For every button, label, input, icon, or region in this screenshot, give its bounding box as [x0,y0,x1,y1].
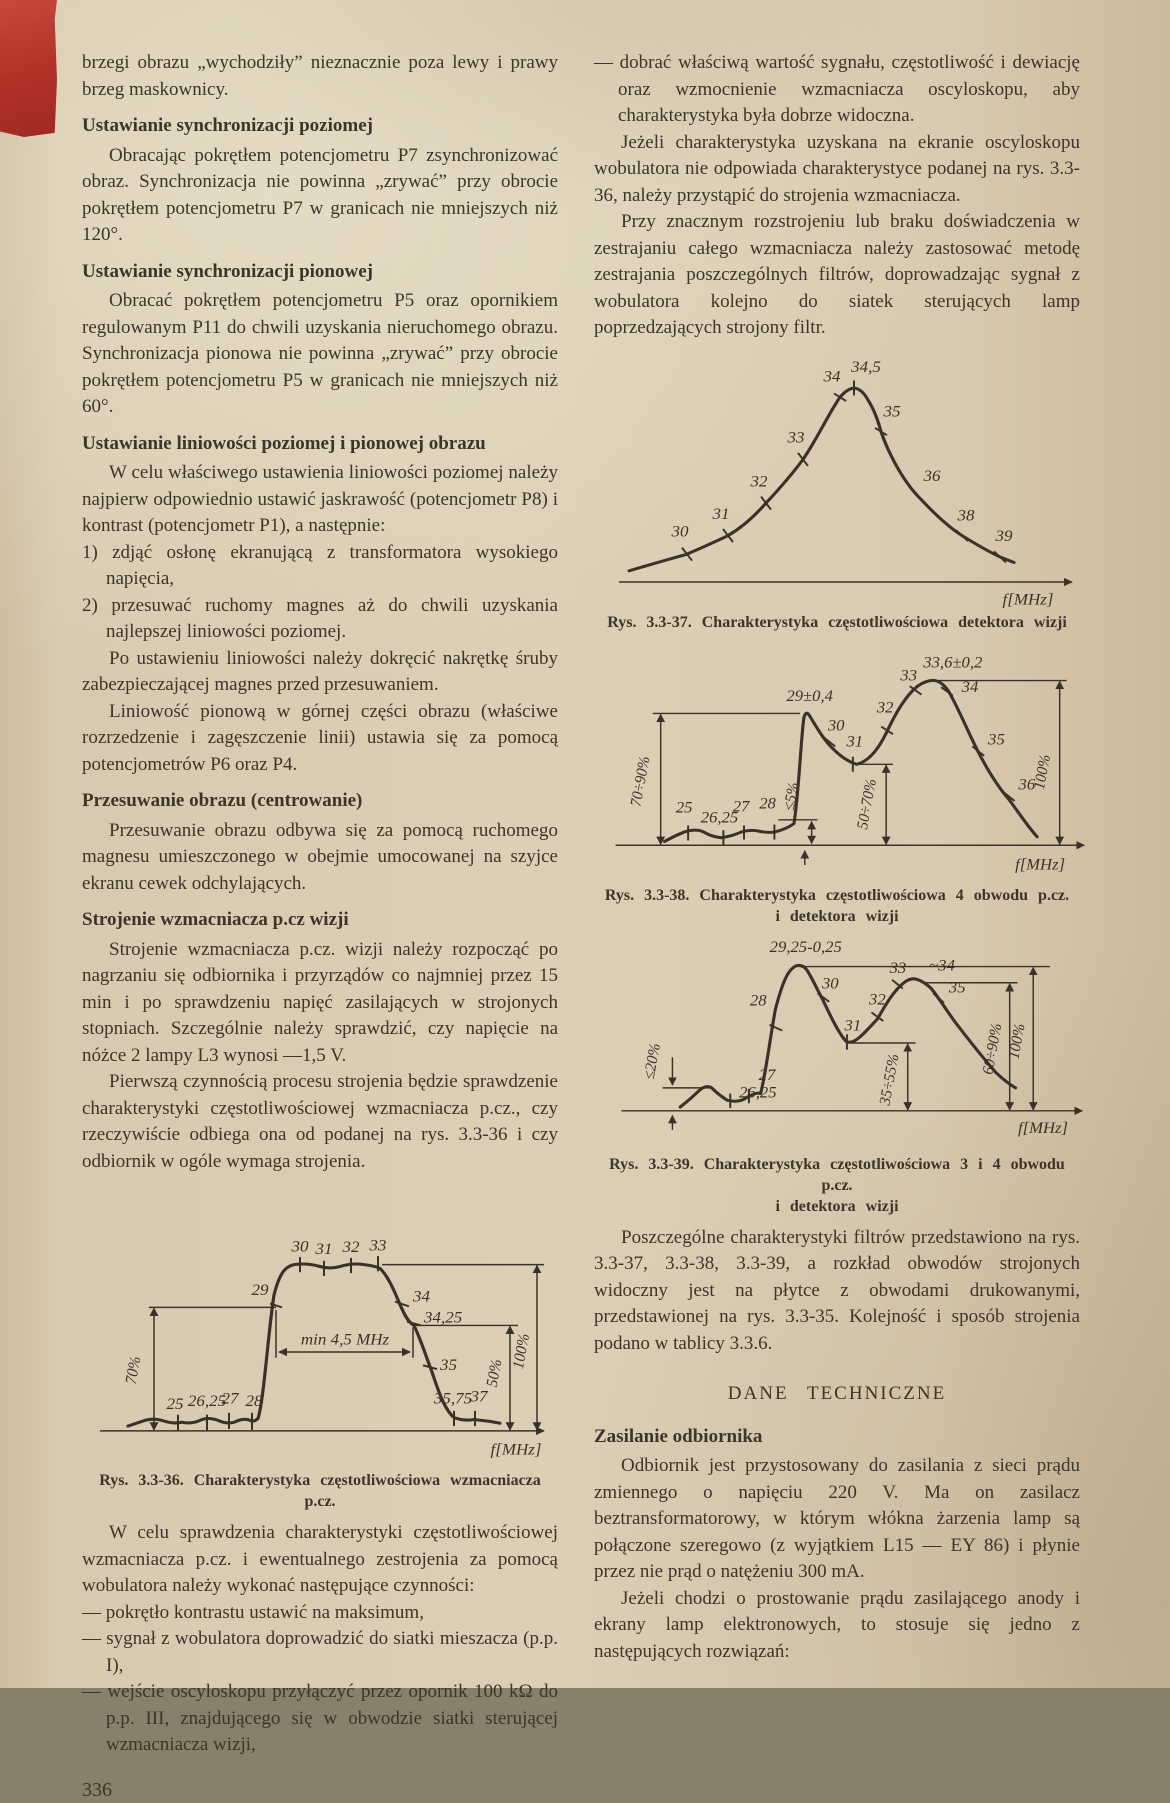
fig36-label-31: 31 [314,1240,332,1259]
fig38-label-28: 28 [759,793,776,812]
fig39-dim-valley: 35÷55% [876,1052,902,1107]
section-title-dane-techniczne: DANE TECHNICZNE [594,1381,1080,1408]
fig37-label-345: 34,5 [850,357,881,375]
fig36-label-32: 32 [341,1238,359,1257]
fig38-label-36: 36 [1017,775,1036,794]
paragraph: Jeżeli charakterystyka uzyskana na ekranie oscyloskopu wobulatora nie odpowiada charakterystyce podanej na rys. 3.3-36, należy przystąpić do strojenia wzmacniacza. [594,130,1080,210]
fig37-label-34: 34 [822,366,840,384]
fig39-dim-upper: 60÷90% [979,1022,1005,1076]
fig39-label-31: 31 [843,1015,861,1034]
fig36-label-27: 27 [222,1389,240,1408]
fig37-label-35: 35 [882,402,900,420]
paragraph: Odbiornik jest przystosowany do zasilania z sieci prądu zmiennego o napięciu 220 V. Ma on zasilacz beztransformatorowy, w którym włókna żarzenia lamp są połączone szeregowo (z wyjątkiem L15 — EY 86) i płynie przez nie prąd o natężeniu 300 mA. [594,1453,1080,1586]
fig37-label-33: 33 [786,428,804,446]
fig39-caption-line1: Rys. 3.3-39. Charakterystyka częstotliwościowa 3 i 4 obwodu p.cz. [594,1154,1080,1196]
fig36-label-28: 28 [246,1392,264,1411]
fig37-label-36: 36 [922,466,941,484]
fig36-label-29: 29 [252,1280,270,1299]
fig36-x-axis-label: f[MHz] [490,1440,541,1459]
figure-3-3-38 [594,641,1080,927]
section-heading: Zasilanie odbiornika [594,1424,1080,1451]
fig39-label-27: 27 [759,1065,776,1084]
fig37-label-30: 30 [670,522,688,540]
figure-3-3-36 [82,1181,558,1512]
fig38-label-25: 25 [676,797,693,816]
fig36-label-3575: 35,75 [433,1389,472,1408]
left-column [82,50,558,1803]
figure-3-3-39 [594,935,1080,1217]
fig38-label-33: 33 [899,665,917,684]
fig36-dim-70: 70% [122,1355,144,1385]
fig39-label-peak2: ~34 [929,955,955,974]
fig36-caption: Rys. 3.3-36. Charakterystyka częstotliwościowa wzmacniacza p.cz. [82,1470,558,1512]
fig39-label-32: 32 [868,989,886,1008]
fig39-chart [594,935,1094,1150]
fig37-curve [629,387,1014,570]
list-item: — dobrać właściwą wartość sygnału, częstotliwość i dewiację oraz wzmocnienie wzmacniacza oscyloskopu, aby charakterystyka była dobrze widoczna. [594,50,1080,130]
section-heading: Ustawianie liniowości poziomej i pionowej obrazu [82,431,558,458]
fig38-dim-left: 70÷90% [627,754,653,807]
fig37-label-39: 39 [994,526,1012,544]
red-corner-mark [0,0,57,137]
paragraph: Przy znacznym rozstrojeniu lub braku doświadczenia w zestrajaniu całego wzmacniacza należy zastosować metodę zestrajania poszczególnych filtrów, doprowadzając sygnał z wobulatora kolejno do siatek sterujących lamp poprzedzających strojony filtr. [594,209,1080,342]
fig36-label-25: 25 [167,1394,184,1413]
paragraph: brzegi obrazu „wychodziły” nieznacznie poza lewy i prawy brzeg maskownicy. [82,50,558,103]
fig38-caption [594,885,1080,927]
fig36-label-30: 30 [290,1237,309,1256]
fig37-caption: Rys. 3.3-37. Charakterystyka częstotliwościowa detektora wizji [594,612,1080,633]
fig39-label-33: 33 [889,958,907,977]
fig39-label-2625: 26,25 [739,1082,776,1101]
figure-3-3-37 [594,348,1080,633]
section-heading: Strojenie wzmacniacza p.cz wizji [82,907,558,934]
fig39-caption [594,1154,1080,1217]
fig38-label-35: 35 [987,729,1005,748]
fig39-label-peak1: 29,25-0,25 [770,937,842,956]
fig36-label-34: 34 [412,1287,430,1306]
paragraph: Obracać pokrętłem potencjometru P5 oraz opornikiem regulowanym P11 do chwili uzyskania nieruchomego obrazu. Synchronizacja pionowa nie powinna „zrywać” przy obrocie pokrętłem potencjometru P5 w granicach nie mniejszych niż 60°. [82,288,558,421]
fig38-caption-line1: Rys. 3.3-38. Charakterystyka częstotliwościowa 4 obwodu p.cz. [594,885,1080,906]
fig38-caption-line2: i detektora wizji [594,906,1080,927]
fig36-label-35: 35 [439,1355,457,1374]
fig38-dim-right: 100% [1031,753,1054,790]
fig38-label-peak2: 33,6±0,2 [922,652,982,671]
fig39-label-28: 28 [750,990,767,1009]
right-column [594,50,1080,1665]
paragraph: Po ustawieniu liniowości należy dokręcić nakrętkę śruby zabezpieczającej magnes przed przesuwaniem. [82,646,558,699]
fig39-dim-right: 100% [1005,1022,1028,1060]
fig38-label-31: 31 [845,731,863,750]
paragraph: Jeżeli chodzi o prostowanie prądu zasilającego anody i ekrany lamp elektronowych, to stosuje się jedno z następujących rozwiązań: [594,1586,1080,1666]
fig36-label-3425: 34,25 [423,1308,462,1327]
fig38-label-2625: 26,25 [701,807,738,826]
fig36-chart [82,1181,562,1466]
fig38-chart [594,641,1094,881]
paragraph: Strojenie wzmacniacza p.cz. wizji należy rozpocząć po nagrzaniu się odbiornika i przyrządów co najmniej przez 15 min i po sprawdzeniu napięć zasilających w strojonych stopniach. Szczególnie należy sprawdzić, czy napięcie na nóżce 2 lampy L3 wynosi —1,5 V. [82,937,558,1070]
fig36-dim-50: 50% [483,1358,505,1388]
fig38-label-27: 27 [733,796,751,815]
fig39-label-35: 35 [948,977,966,996]
paragraph: Poszczególne charakterystyki filtrów przedstawiono na rys. 3.3-37, 3.3-38, 3.3-39, a rozkład obwodów strojonych widoczny jest na płytce z obwodami drukowanymi, przedstawionej na rys. 3.3-35. Kolejność i sposób strojenia podano w tablicy 3.3.6. [594,1225,1080,1358]
list-item: — sygnał z wobulatora doprowadzić do siatki mieszacza (p.p. I), [82,1626,558,1679]
fig38-dim-mid: 50÷70% [854,777,880,830]
paragraph: W celu właściwego ustawienia liniowości poziomej należy najpierw odpowiednio ustawić jaskrawość (potencjometr P8) i kontrast (potencjometr P1), a następnie: [82,460,558,540]
fig36-label-33: 33 [368,1236,386,1255]
fig38-x-axis-label: f[MHz] [1015,855,1065,874]
fig37-label-32: 32 [749,471,767,489]
fig37-x-axis-label: f[MHz] [1003,589,1054,607]
fig39-label-30: 30 [821,973,839,992]
fig37-label-38: 38 [956,506,975,524]
paragraph: Obracając pokrętłem potencjometru P7 zsynchronizować obraz. Synchronizacja nie powinna „zrywać” przy obrocie pokrętłem potencjometru P7 w granicach nie mniejszych niż 120°. [82,143,558,249]
fig39-x-axis-label: f[MHz] [1018,1117,1068,1136]
fig39-caption-line2: i detektora wizji [594,1196,1080,1217]
fig36-label-2625: 26,25 [188,1392,226,1411]
fig36-dim-100: 100% [510,1332,534,1370]
fig37-chart [594,348,1084,608]
list-item: — pokrętło kontrastu ustawić na maksimum, [82,1600,558,1627]
page-number: 336 [82,1777,558,1803]
section-heading: Przesuwanie obrazu (centrowanie) [82,788,558,815]
paragraph: Liniowość pionową w górnej części obrazu (właściwe rozrzedzenie i zagęszczenie linii) ustawia się za pomocą potencjometrów P6 oraz P4. [82,699,558,779]
fig36-label-37: 37 [469,1387,488,1406]
paragraph: W celu sprawdzenia charakterystyki częstotliwościowej wzmacniacza p.cz. i ewentualnego zestrojenia za pomocą wobulatora należy wykonać następujące czynności: [82,1520,558,1600]
fig37-label-31: 31 [711,504,729,522]
paragraph: Pierwszą czynnością procesu strojenia będzie sprawdzenie charakterystyki częstotliwościowej wzmacniacza p.cz., czy rzeczywiście odbiega ona od podanej na rys. 3.3-36 i czy odbiornik w ogóle wymaga strojenia. [82,1069,558,1175]
section-heading: Ustawianie synchronizacji poziomej [82,113,558,140]
list-item: 2) przesuwać ruchomy magnes aż do chwili uzyskania najlepszej liniowości poziomej. [82,593,558,646]
fig38-label-30: 30 [827,715,845,734]
fig38-label-32: 32 [876,697,894,716]
paragraph: Przesuwanie obrazu odbywa się za pomocą ruchomego magnesu umieszczonego w obejmie umocowanej na szyjce ekranu cewek odchylających. [82,818,558,898]
list-item: — wejście oscyloskopu przyłączyć przez opornik 100 kΩ do p.p. III, znajdującego się w obwodzie siatki sterującej wzmacniacza wizji, [82,1679,558,1759]
fig39-dim-bump: ≤20% [641,1041,664,1080]
fig36-dim-bandwidth: min 4,5 MHz [301,1330,390,1349]
list-item: 1) zdjąć osłonę ekranującą z transformatora wysokiego napięcia, [82,540,558,593]
fig38-label-34: 34 [961,677,979,696]
fig38-dim-step: ≤5% [780,781,802,812]
section-heading: Ustawianie synchronizacji pionowej [82,259,558,286]
fig38-label-peak1: 29±0,4 [786,686,833,705]
